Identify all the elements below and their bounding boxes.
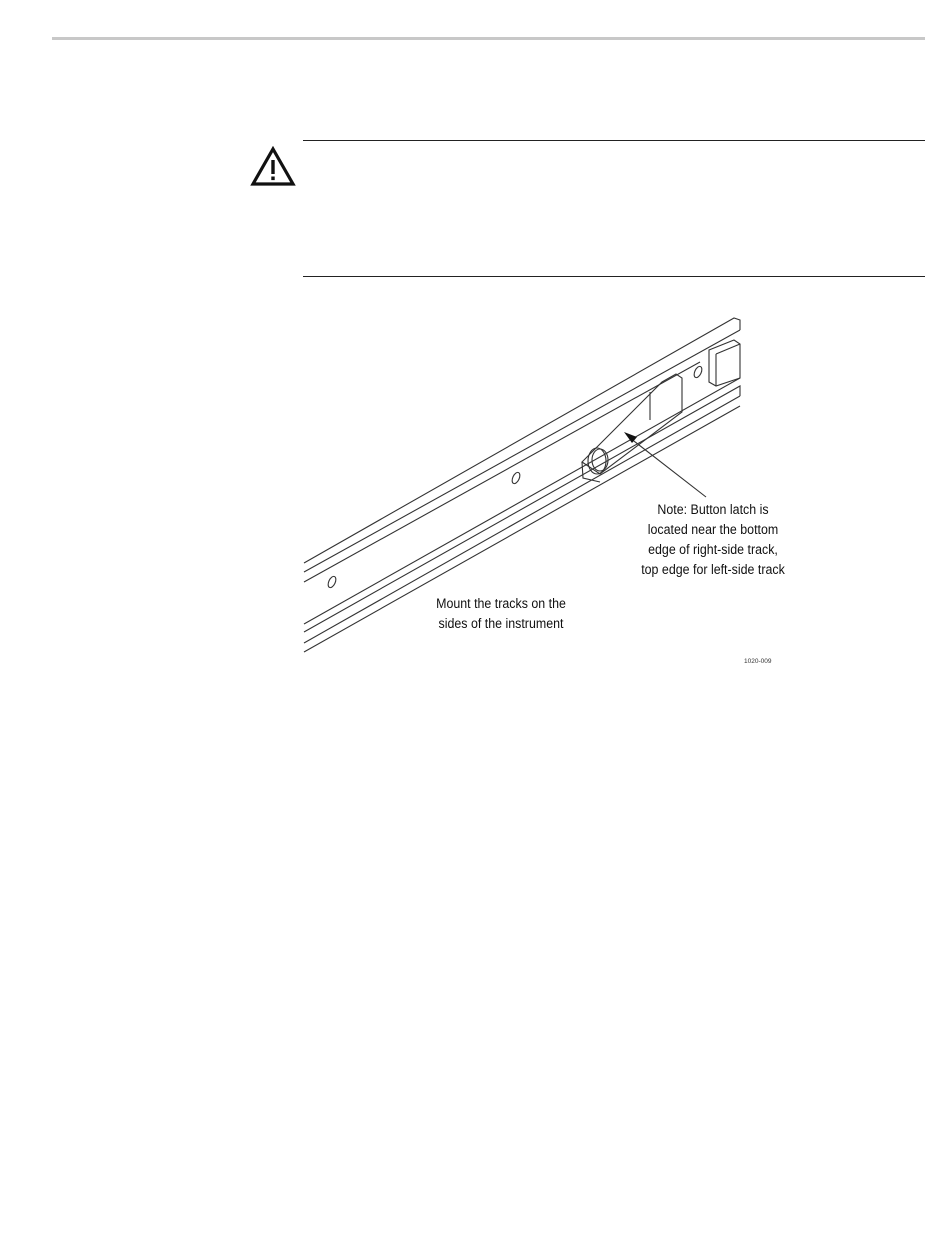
mounting-hole xyxy=(327,575,338,589)
mount-line: Mount the tracks on the xyxy=(436,596,566,611)
note-line: Note: Button latch is xyxy=(657,502,769,517)
end-bracket xyxy=(709,340,740,386)
caution-top-rule xyxy=(303,140,925,141)
note-line: located near the bottom xyxy=(647,522,779,537)
note-line: top edge for left-side track xyxy=(641,562,785,577)
figure-id: 1020-009 xyxy=(744,658,772,665)
button-latch-note xyxy=(616,500,809,580)
mount-tracks-callout xyxy=(417,594,584,634)
warning-triangle-icon xyxy=(250,146,296,188)
mounting-hole xyxy=(693,365,704,379)
mounting-hole xyxy=(511,471,522,485)
note-line: edge of right-side track, xyxy=(648,542,778,557)
header-rule xyxy=(52,37,925,40)
mount-line: sides of the instrument xyxy=(438,616,564,631)
caution-bottom-rule xyxy=(303,276,925,277)
